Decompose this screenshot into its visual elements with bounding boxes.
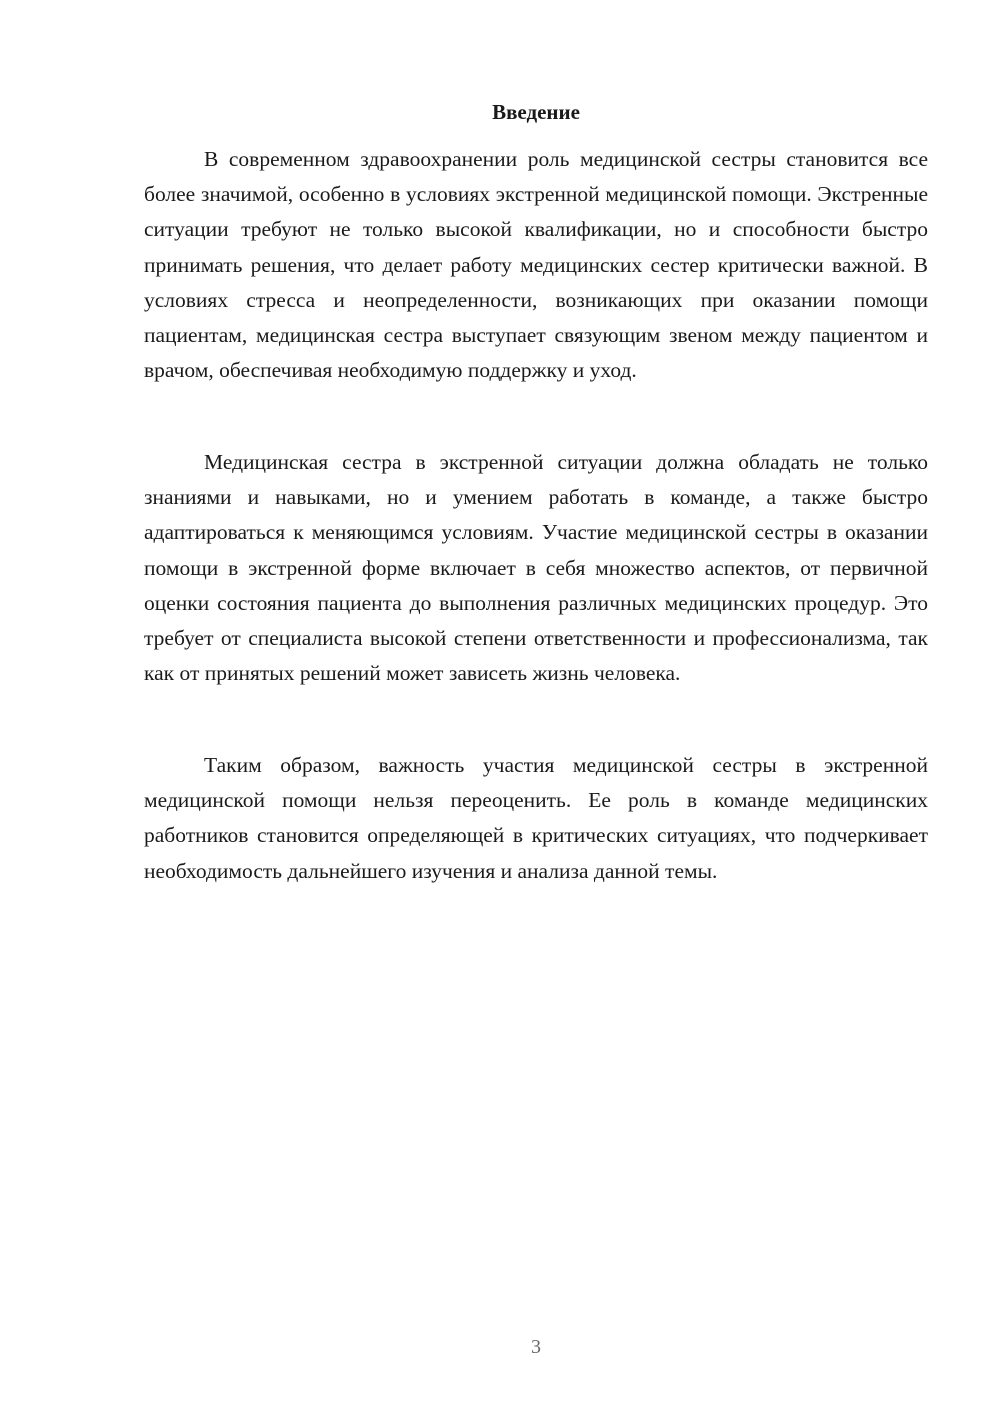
paragraph-3: Таким образом, важность участия медицинской сестры в экстренной медицинской помощи нельзя переоценить. Ее роль в команде медицинских работников становится определяющей в критических ситуациях, что подчеркивает необходимость дальнейшего изучения и анализа данной темы. (144, 753, 928, 883)
page-number: 3 (531, 1336, 541, 1358)
paragraph-1: В современном здравоохранении роль медицинской сестры становится все более значимой, особенно в условиях экстренной медицинской помощи. Экстренные ситуации требуют не только высокой квалификации, но и способности быстро принимать решения, что делает работу медицинских сестер критически важной. В условиях стресса и неопределенности, возникающих при оказании помощи пациентам, медицинская сестра выступает связующим звеном между пациентом и врачом, обеспечивая необходимую поддержку и уход. (144, 147, 928, 383)
section-title: Введение (492, 100, 580, 124)
paragraph-2: Медицинская сестра в экстренной ситуации должна обладать не только знаниями и навыками, но и умением работать в команде, а также быстро адаптироваться к меняющимся условиям. Участие медицинской сестры в оказании помощи в экстренной форме включает в себя множество аспектов, от первичной оценки состояния пациента до выполнения различных медицинских процедур. Это требует от специалиста высокой степени ответственности и профессионализма, так как от принятых решений может зависеть жизнь человека. (144, 450, 928, 686)
